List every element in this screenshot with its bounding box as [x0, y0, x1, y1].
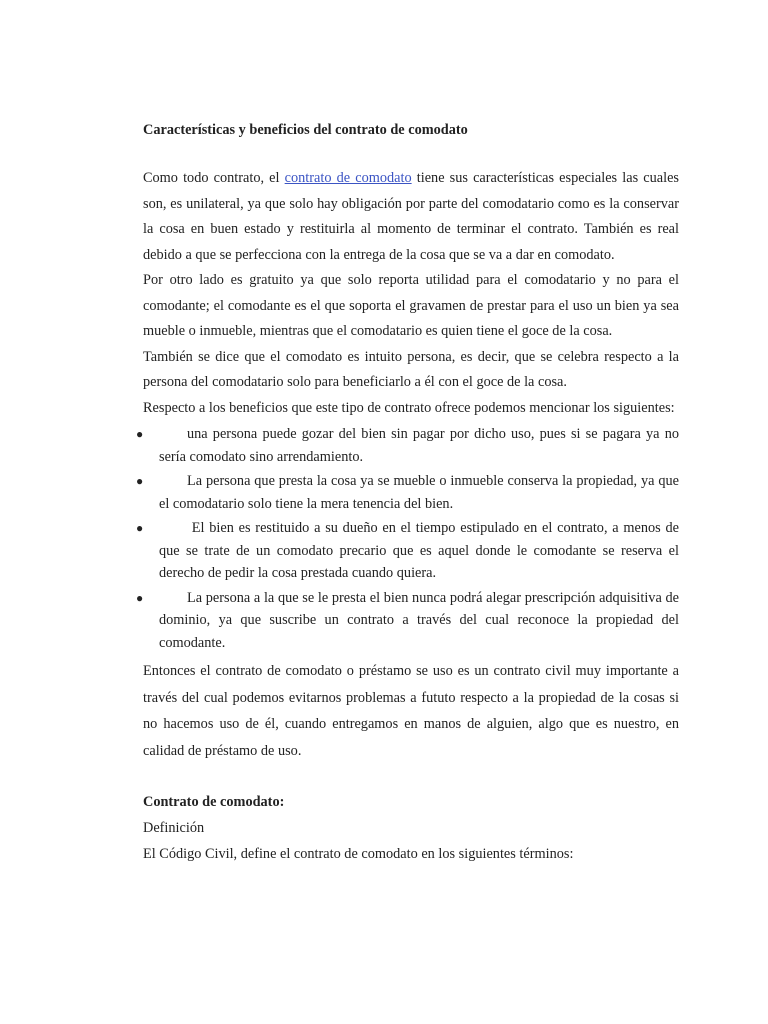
bullet-icon: ● [136, 521, 144, 535]
document-title: Características y beneficios del contrato de comodato [143, 122, 468, 138]
definition-label: Definición [143, 820, 205, 836]
intro-text-before-link: Como todo contrato, el [143, 170, 285, 186]
list-item-text: una persona puede gozar del bien sin pagar por dicho uso, pues si se pagara ya no sería comodato sino arrendamiento. [159, 426, 679, 465]
list-item [136, 587, 679, 655]
list-item [136, 423, 679, 468]
intuito-persona-paragraph: También se dice que el comodato es intuito persona, es decir, que se celebra respecto a la persona del comodatario solo para beneficiarlo a él con el goce de la cosa. [143, 348, 679, 390]
list-item-text: La persona a la que se le presta el bien nunca podrá alegar prescripción adquisitiva de dominio, ya que suscribe un contrato a través del cual reconoce la propiedad del comodante. [159, 589, 679, 651]
benefits-list [136, 423, 679, 654]
list-item-text: La persona que presta la cosa ya se mueble o inmueble conserva la propiedad, ya que el comodatario solo tiene la mera tenencia del bien. [159, 473, 679, 512]
definition-text: El Código Civil, define el contrato de comodato en los siguientes términos: [143, 846, 574, 862]
benefits-intro-paragraph: Respecto a los beneficios que este tipo de contrato ofrece podemos mencionar los siguientes: [143, 399, 675, 416]
closing-paragraph: Entonces el contrato de comodato o préstamo se uso es un contrato civil muy importante a través del cual podemos evitarnos problemas a fututo respecto a la propiedad de la cosas si no hacemos uso de él, cuando entregamos en manos de alguien, algo que es nuestro, en calidad de préstamo de uso. [143, 663, 679, 759]
bullet-icon: ● [136, 427, 144, 441]
intro-paragraph [143, 166, 679, 268]
document-page [136, 118, 679, 867]
bullet-icon: ● [136, 474, 144, 488]
list-item [136, 517, 679, 585]
section-title: Contrato de comodato: [143, 794, 285, 810]
list-item [136, 470, 679, 515]
list-item-text: El bien es restituido a su dueño en el tiempo estipulado en el contrato, a menos de que se trate de un comodato precario que es aquel donde le comodante se reserva el derecho de pedir la cosa prestada cuando quiera. [159, 520, 679, 581]
bullet-icon: ● [136, 590, 144, 605]
intro-text-after-link: tiene sus características especiales las cuales son, es unilateral, ya que solo hay obligación por parte del comodatario como es la conservar la cosa en buen estado y restituirla al momento de terminar el contrato. También es real debido a que se perfecciona con la entrega de la cosa que se va a dar en comodato. [143, 170, 679, 263]
gratuito-paragraph: Por otro lado es gratuito ya que solo reporta utilidad para el comodatario y no para el comodante; el comodante es el que soporta el gravamen de prestar para el uso un bien ya sea mueble o inmueble, mientras que el comodatario es quien tiene el goce de la cosa. [143, 272, 679, 339]
contrato-de-comodato-link[interactable]: contrato de comodato [284, 170, 412, 186]
